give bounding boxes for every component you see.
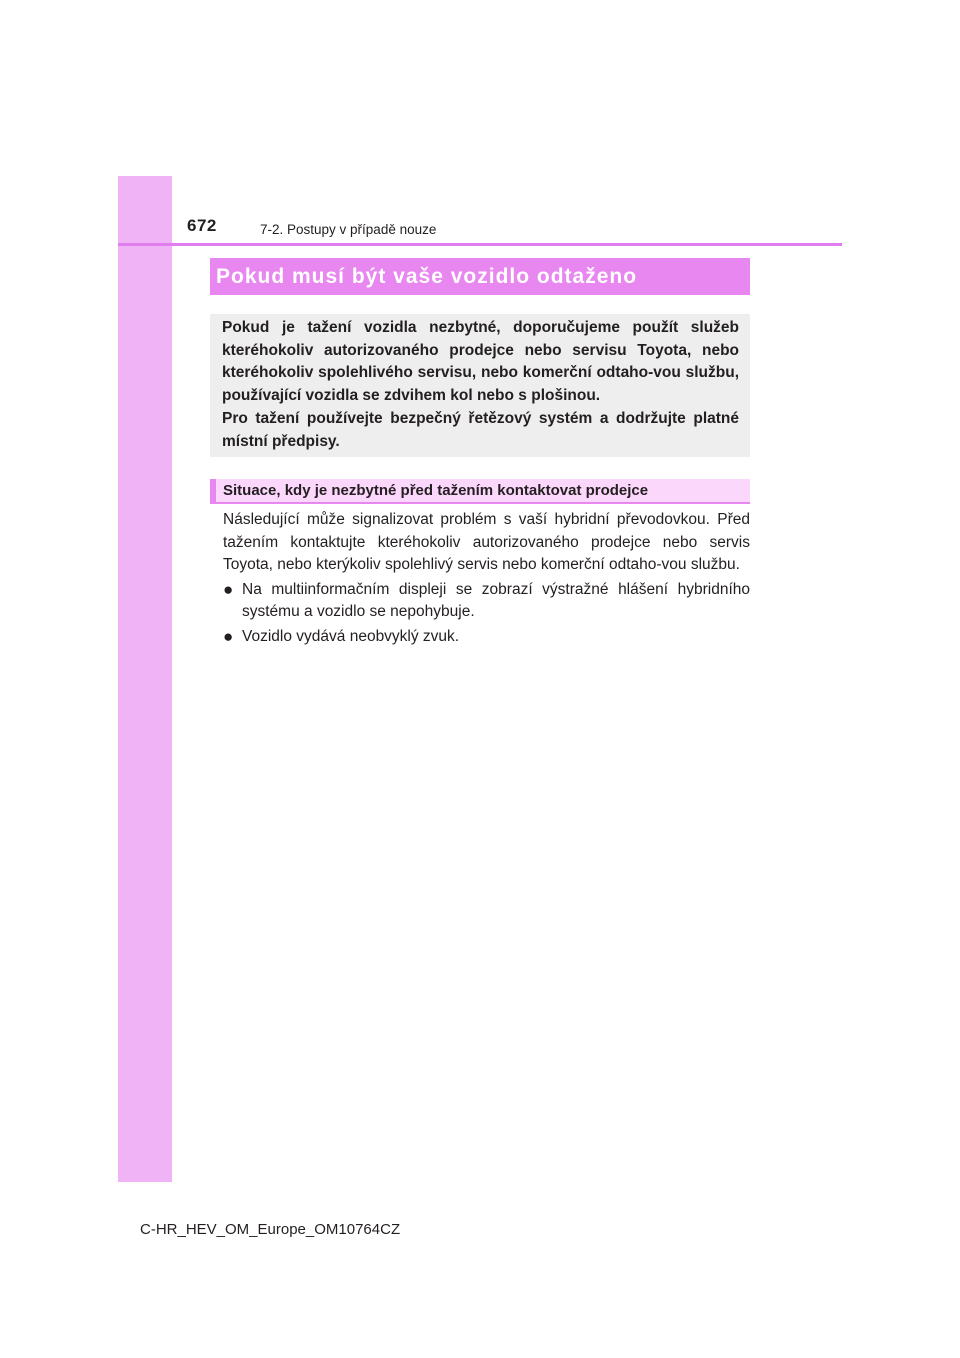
intro-paragraph-1: Pokud je tažení vozidla nezbytné, doporučujeme použít služeb kteréhokoliv autorizovaného prodejce nebo servisu Toyota, nebo kteréhokoliv spolehlivého servisu, nebo komerční odtaho-vou službu, používající vozidla se zdvihem kol nebo s plošinou. — [222, 319, 739, 405]
intro-box — [210, 314, 750, 457]
section-header: 7-2. Postupy v případě nouze — [260, 222, 437, 237]
intro-paragraph-2: Pro tažení používejte bezpečný řetězový systém a dodržujte platné místní předpisy. — [222, 409, 739, 450]
bullet-text: Na multiinformačním displeji se zobrazí výstražné hlášení hybridního systému a vozidlo se nepohybuje. — [242, 580, 750, 620]
side-tab-bar — [118, 176, 172, 1182]
header-rule — [118, 243, 842, 246]
footer-document-code: C-HR_HEV_OM_Europe_OM10764CZ — [140, 1221, 401, 1238]
list-item — [223, 626, 750, 649]
bullet-icon: ● — [223, 626, 234, 646]
page-title: Pokud musí být vaše vozidlo odtaženo — [210, 258, 750, 295]
list-item — [223, 579, 750, 624]
subheading: Situace, kdy je nezbytné před tažením kontaktovat prodejce — [210, 479, 750, 504]
bullet-icon: ● — [223, 579, 234, 599]
body-text — [223, 509, 750, 648]
body-paragraph: Následující může signalizovat problém s vaší hybridní převodovkou. Před tažením kontaktujte kteréhokoliv autorizovaného prodejce nebo servis Toyota, nebo kterýkoliv spolehlivý servis nebo komerční odtaho-vou službu. — [223, 511, 750, 573]
page-number: 672 — [187, 216, 217, 235]
bullet-text: Vozidlo vydává neobvyklý zvuk. — [242, 627, 460, 645]
